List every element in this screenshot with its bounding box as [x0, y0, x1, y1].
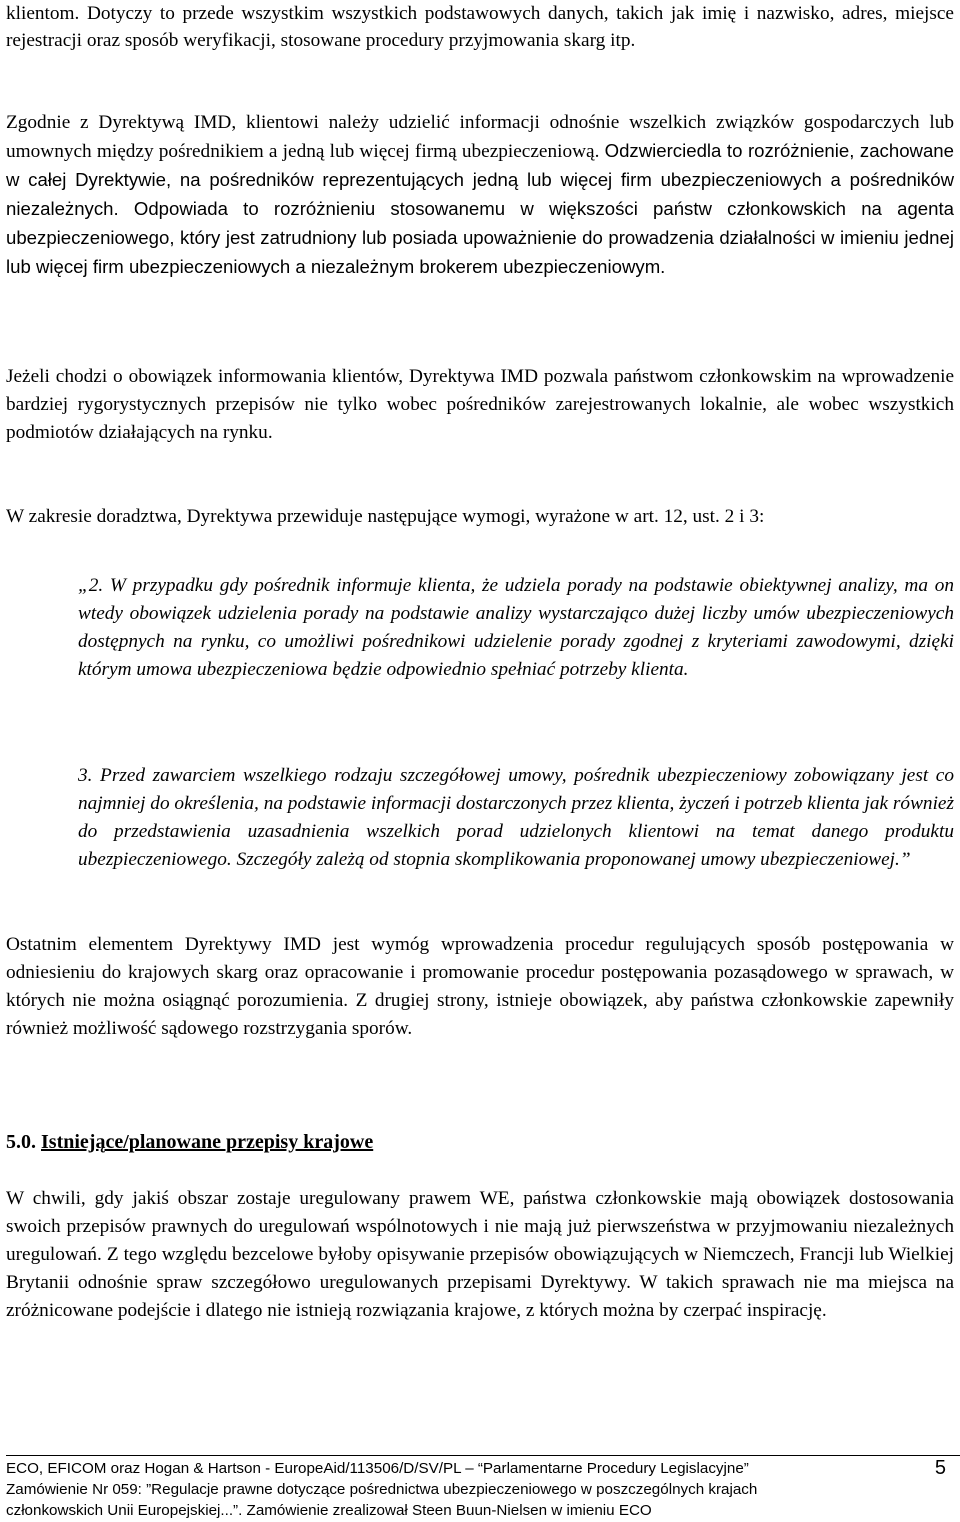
paragraph-imd-relations-part2: Odzwierciedla to rozróżnienie, zachowane w całej Dyrektywie, na pośredników reprezentujących jedną lub więcej firm ubezpieczeniowych a pośredników niezależnych. Odpowiada to rozróżnieniu stosowanemu w większości państw członkowskich na agenta ubezpieczeniowego, który jest zatrudniony lub posiada upoważnienie do prowadzenia działalności w imieniu jednej lub więcej firm ubezpieczeniowych a niezależnym brokerem ubezpieczeniowym.: [6, 140, 954, 277]
section-heading: [6, 1128, 373, 1156]
footer-divider: [6, 1455, 960, 1456]
section-title: Istniejące/planowane przepisy krajowe: [41, 1131, 374, 1153]
quote-article-12-2: „2. W przypadku gdy pośrednik informuje klienta, że udziela porady na podstawie obiektywnej analizy, ma on wtedy obowiązek udzielenia porady na podstawie analizy wystarczająco dużej liczby umów ubezpieczeniowych dostępnych na rynku, co umożliwi pośrednikowi udzielenie porady zgodnej z kryteriami zawodowymi, dzięki którym umowa ubezpieczeniowa będzie odpowiednio spełniać potrzeby klienta.: [78, 575, 954, 680]
quote-article-12-3: 3. Przed zawarciem wszelkiego rodzaju szczegółowej umowy, pośrednik ubezpieczeniowy zobowiązany jest co najmniej do określenia, na podstawie informacji dostarczonych przez klienta, życzeń i potrzeb klienta jak również do przedstawienia uzasadnienia wszelkich porad udzielonych klientowi na temat danego produktu ubezpieczeniowego. Szczegóły zależą od stopnia skomplikowania proponowanej umowy ubezpieczeniowej.”: [78, 765, 954, 870]
paragraph-information-duty: Jeżeli chodzi o obowiązek informowania klientów, Dyrektywa IMD pozwala państwom członkowskim na wprowadzenie bardziej rygorystycznych przepisów nie tylko wobec pośredników zarejestrowanych lokalnie, ale wobec wszystkich podmiotów działających na rynku.: [6, 366, 954, 443]
section-number: 5.0.: [6, 1131, 36, 1153]
paragraph-imd-relations: [6, 109, 954, 282]
page-footer: [6, 1458, 960, 1521]
page-number: 5: [934, 1457, 946, 1479]
paragraph-intro: klientom. Dotyczy to przede wszystkim wszystkich podstawowych danych, takich jak imię i nazwisko, adres, miejsce rejestracji oraz sposób weryfikacji, stosowane procedury przyjmowania skarg itp.: [6, 3, 954, 51]
paragraph-advice-requirements: W zakresie doradztwa, Dyrektywa przewiduje następujące wymogi, wyrażone w art. 12, ust. 2 i 3:: [6, 506, 765, 527]
paragraph-imd-relations-part1: Zgodnie z Dyrektywą IMD, klientowi należy udzielić informacji odnośnie wszelkich związków gospodarczych lub umownych między pośrednikiem a jedną lub więcej firmą ubezpieczeniową.: [6, 112, 954, 162]
paragraph-national-regulations: W chwili, gdy jakiś obszar zostaje uregulowany prawem WE, państwa członkowskie mają obowiązek dostosowania swoich przepisów prawnych do uregulowań wspólnotowych i nie mają już pierwszeństwa w przyjmowaniu niezależnych uregulowań. Z tego względu bezcelowe byłoby opisywanie przepisów obowiązujących w Niemczech, Francji lub Wielkiej Brytanii odnośnie spraw szczegółowo uregulowanych przepisami Dyrektywy. W takich sprawach nie ma miejsca na zróżnicowane podejście i dlatego nie istnieją rozwiązania krajowe, z których można by czerpać inspirację.: [6, 1188, 954, 1321]
paragraph-complaint-procedures: Ostatnim elementem Dyrektywy IMD jest wymóg wprowadzenia procedur regulujących sposób postępowania w odniesieniu do krajowych skarg oraz opracowanie i promowanie procedur postępowania pozasądowego w sprawach, w których nie można osiągnąć porozumienia. Z drugiej strony, istnieje obowiązek, aby państwa członkowskie zapewniły również możliwość sądowego rozstrzygania sporów.: [6, 934, 954, 1039]
footer-line-3: członkowskich Unii Europejskiej...”. Zamówienie zrealizował Steen Buun-Nielsen w imieniu ECO: [6, 1502, 652, 1519]
footer-line-1: ECO, EFICOM oraz Hogan & Hartson - EuropeAid/113506/D/SV/PL – “Parlamentarne Procedury Legislacyjne”: [6, 1460, 749, 1477]
footer-line-2: Zamówienie Nr 059: ”Regulacje prawne dotyczące pośrednictwa ubezpieczeniowego w poszczególnych krajach: [6, 1481, 758, 1498]
